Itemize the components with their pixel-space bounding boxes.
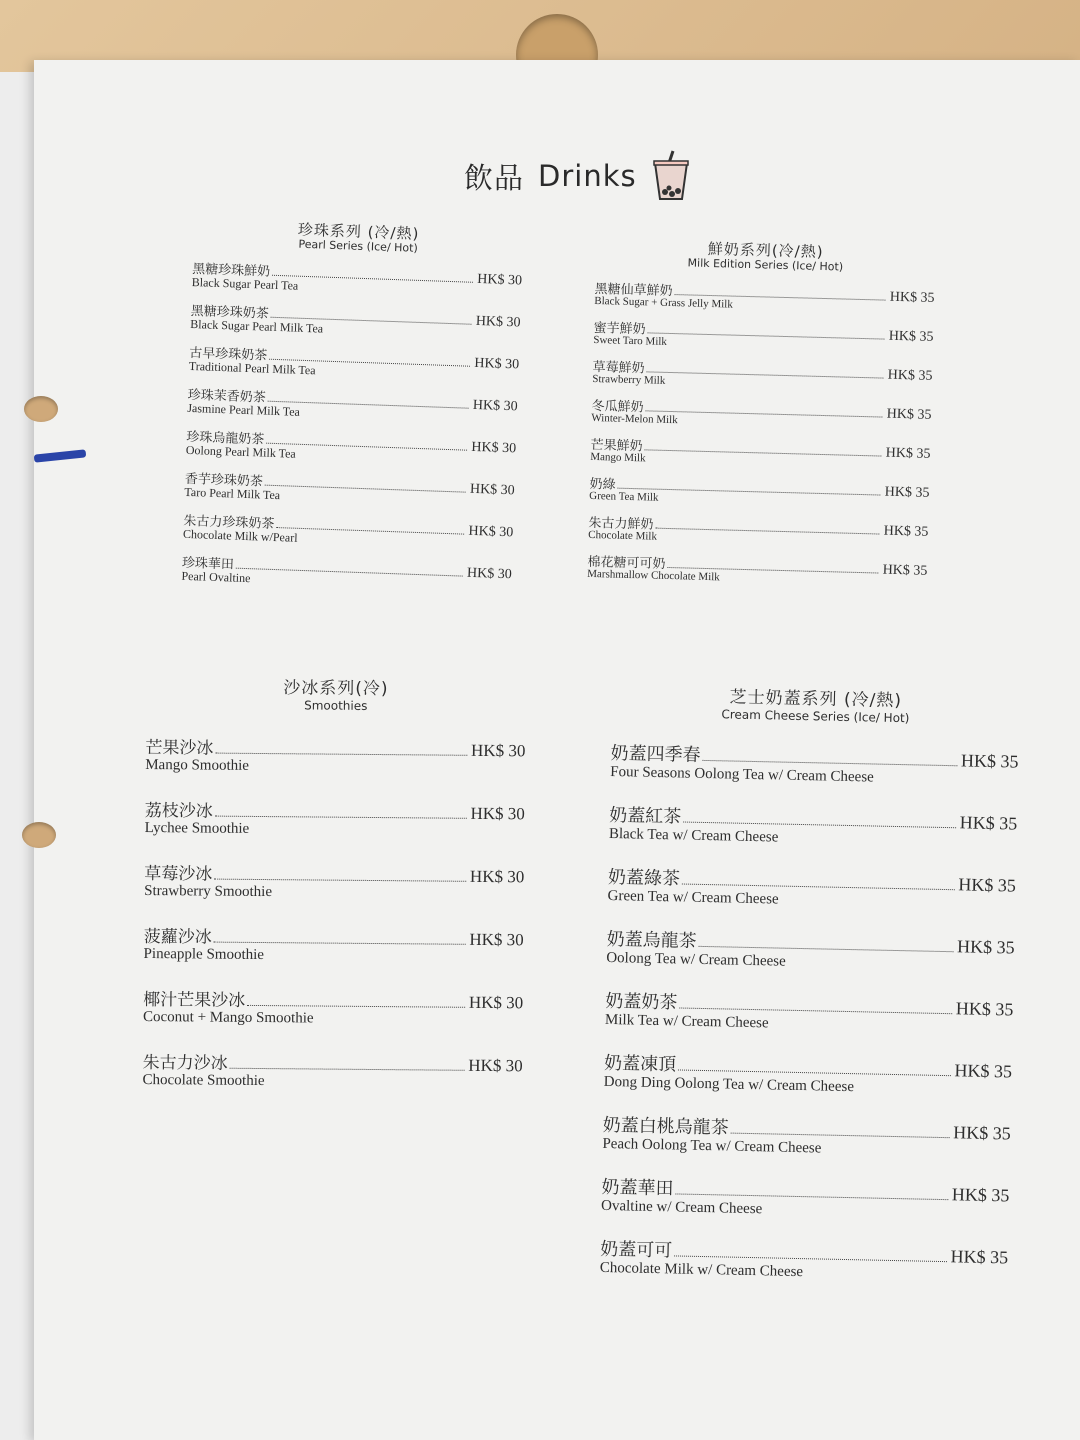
item-price: HK$ 35 [958,874,1017,896]
item-name-zh: 奶蓋可可 [599,1239,673,1262]
item-price: HK$ 30 [470,804,525,824]
item-name-zh: 珍珠烏龍奶茶 [186,429,265,448]
leader-dots [214,942,466,945]
item-name-en: Chocolate Milk w/ Cream Cheese [599,1260,804,1281]
menu-item [181,552,512,595]
menu-item [610,739,1019,790]
item-price: HK$ 30 [466,565,513,583]
item-name-zh: 草莓沙冰 [144,864,213,885]
item-name-en: Lychee Smoothie [144,820,250,838]
leader-dots [230,1068,465,1071]
leader-dots [674,1256,946,1263]
leader-dots [702,760,956,766]
item-name-zh: 草莓鮮奶 [592,359,645,377]
leader-dots [699,946,953,952]
menu-item [600,1235,1009,1286]
item-name-en: Oolong Pearl Milk Tea [185,442,297,461]
section-smoothies [142,678,526,1093]
item-name-zh: 奶蓋華田 [601,1177,674,1200]
item-name-zh: 奶蓋紅茶 [609,805,682,828]
item-name-en: Winter-Melon Milk [591,411,678,427]
menu-item [187,384,518,427]
item-price: HK$ 35 [950,1246,1009,1268]
item-price: HK$ 30 [474,355,520,373]
menu-page [34,60,1080,1440]
item-name-en: Sweet Taro Milk [593,333,668,348]
item-name-en: Black Sugar + Grass Jelly Milk [594,294,733,311]
item-price: HK$ 35 [888,328,934,345]
menu-item [186,426,517,469]
item-price: HK$ 35 [956,936,1015,958]
leader-dots [682,884,954,891]
item-name-en: Strawberry Smoothie [144,883,273,901]
item-name-en: Ovaltine w/ Cream Cheese [600,1198,763,1218]
item-price: HK$ 30 [469,930,524,950]
section-milk-series [587,238,936,589]
item-name-zh: 蜜芋鮮奶 [593,320,646,338]
menu-item [609,801,1018,852]
menu-item [601,1173,1010,1224]
item-name-zh: 珍珠茉香奶茶 [187,387,267,406]
leader-dots [215,816,467,819]
item-price: HK$ 30 [472,397,518,415]
item-name-en: Pineapple Smoothie [143,946,265,964]
section-title-zh: 芝士奶蓋系列 (冷/熱) [729,687,903,712]
leader-dots [214,879,466,882]
item-price: HK$ 30 [468,523,514,541]
item-name-en: Black Tea w/ Cream Cheese [608,826,779,846]
item-name-zh: 古早珍珠奶茶 [189,345,268,364]
menu-item [190,300,521,343]
item-name-zh: 奶蓋白桃烏龍茶 [602,1115,729,1139]
section-title-zh: 沙冰系列(冷) [283,678,389,700]
leader-dots [675,1194,947,1201]
section-title-en: Cream Cheese Series (Ice/ Hot) [721,706,910,725]
item-name-zh: 奶蓋凍頂 [603,1053,677,1076]
item-price: HK$ 35 [959,812,1018,834]
leader-dots [731,1133,949,1139]
item-name-en: Milk Tea w/ Cream Cheese [604,1012,769,1032]
item-name-en: Marshmallow Chocolate Milk [587,567,720,584]
menu-item [587,551,928,589]
menu-item [588,512,929,550]
section-title-en: Milk Edition Series (Ice/ Hot) [687,256,844,274]
section-cream-cheese-series [600,686,1020,1286]
item-name-en: Mango Milk [590,450,646,465]
item-price: HK$ 35 [889,289,935,306]
item-price: HK$ 35 [882,562,928,579]
menu-item [606,925,1015,976]
menu-item [589,473,930,511]
item-name-en: Green Tea Milk [589,489,659,504]
item-name-en: Chocolate Milk [588,528,658,543]
menu-item [189,342,520,385]
item-name-zh: 朱古力珍珠奶茶 [183,513,275,532]
item-price: HK$ 35 [955,998,1014,1020]
item-name-zh: 芒果沙冰 [145,738,214,759]
menu-item [592,356,933,394]
item-name-en: Green Tea w/ Cream Cheese [607,888,779,908]
menu-title [464,146,724,206]
item-price: HK$ 30 [477,271,523,289]
item-price: HK$ 35 [887,367,933,384]
menu-item [591,395,932,433]
item-name-en: Coconut + Mango Smoothie [142,1009,314,1027]
title-en: Drinks [538,159,637,193]
menu-item [143,985,523,1029]
section-title-zh: 珍珠系列 (冷/熱) [297,220,420,243]
section-title-zh: 鮮奶系列(冷/熱) [707,239,824,261]
item-name-zh: 奶蓋奶茶 [605,991,678,1014]
bubble-tea-icon [651,149,691,203]
menu-item [184,468,515,511]
menu-item [144,922,524,966]
item-price: HK$ 30 [468,1056,523,1076]
item-name-zh: 荔枝沙冰 [144,801,213,822]
menu-item [594,278,935,316]
item-name-zh: 珍珠華田 [181,555,235,573]
menu-item [183,510,514,553]
item-price: HK$ 35 [954,1060,1013,1082]
item-price: HK$ 30 [475,313,521,331]
item-price: HK$ 30 [469,867,525,887]
item-name-en: Black Sugar Pearl Tea [191,274,299,293]
item-name-en: Oolong Tea w/ Cream Cheese [606,950,786,971]
menu-item [145,796,525,840]
item-price: HK$ 35 [953,1122,1011,1144]
menu-item [593,317,934,355]
menu-item [604,1049,1013,1100]
item-price: HK$ 30 [470,741,526,761]
item-name-en: Traditional Pearl Milk Tea [188,358,316,378]
item-name-zh: 芒果鮮奶 [590,437,643,455]
item-name-zh: 奶蓋烏龍茶 [606,929,697,953]
leader-dots [678,1070,950,1077]
item-price: HK$ 30 [468,993,524,1013]
section-title-en: Pearl Series (Ice/ Hot) [298,237,418,256]
menu-item [144,859,524,903]
item-name-zh: 朱古力沙冰 [142,1053,228,1075]
item-name-zh: 黑糖珍珠鮮奶 [191,261,271,280]
binding-string [34,449,87,462]
item-name-zh: 朱古力鮮奶 [588,515,654,533]
menu-item [590,434,931,472]
item-name-zh: 奶蓋四季春 [610,743,701,767]
item-name-zh: 奶綠 [589,476,616,493]
menu-item [142,1048,522,1092]
item-name-zh: 奶蓋綠茶 [607,867,681,890]
section-title-en: Smoothies [304,697,368,713]
item-name-en: Mango Smoothie [145,757,250,775]
binding-hole-bottom [22,822,56,848]
item-price: HK$ 30 [469,481,515,499]
item-name-zh: 椰汁芒果沙冰 [143,990,246,1012]
leader-dots [215,753,467,756]
item-name-zh: 棉花糖可可奶 [587,554,666,572]
item-name-en: Black Sugar Pearl Milk Tea [190,316,324,336]
leader-dots [683,822,955,829]
item-price: HK$ 35 [884,484,930,501]
item-name-zh: 香芋珍珠奶茶 [184,471,264,490]
item-name-en: Dong Ding Oolong Tea w/ Cream Cheese [603,1074,855,1096]
item-price: HK$ 35 [885,445,931,462]
item-name-zh: 黑糖仙草鮮奶 [594,281,673,299]
title-zh: 飲品 [464,160,525,195]
item-name-zh: 黑糖珍珠奶茶 [190,303,269,322]
leader-dots [679,1008,951,1015]
item-price: HK$ 35 [960,750,1019,772]
item-name-en: Strawberry Milk [592,372,666,387]
item-price: HK$ 35 [886,406,932,423]
item-name-en: Taro Pearl Milk Tea [184,484,281,503]
item-price: HK$ 30 [471,439,517,457]
item-price: HK$ 35 [883,523,929,540]
item-name-en: Four Seasons Oolong Tea w/ Cream Cheese [610,764,874,786]
menu-item [145,733,525,777]
menu-item [607,863,1016,914]
menu-item [605,987,1014,1038]
item-name-en: Pearl Ovaltine [181,568,251,586]
item-name-zh: 菠蘿沙冰 [143,927,212,948]
item-name-zh: 冬瓜鮮奶 [591,398,644,416]
item-name-en: Chocolate Milk w/Pearl [182,526,298,545]
leader-dots [247,1005,465,1008]
item-price: HK$ 35 [951,1184,1010,1206]
item-name-en: Peach Oolong Tea w/ Cream Cheese [602,1136,822,1157]
binding-hole-top [24,396,58,422]
menu-item [602,1111,1011,1162]
section-pearl-series [181,218,524,595]
item-name-en: Chocolate Smoothie [142,1072,265,1090]
menu-item [191,258,522,301]
item-name-en: Jasmine Pearl Milk Tea [187,400,301,419]
